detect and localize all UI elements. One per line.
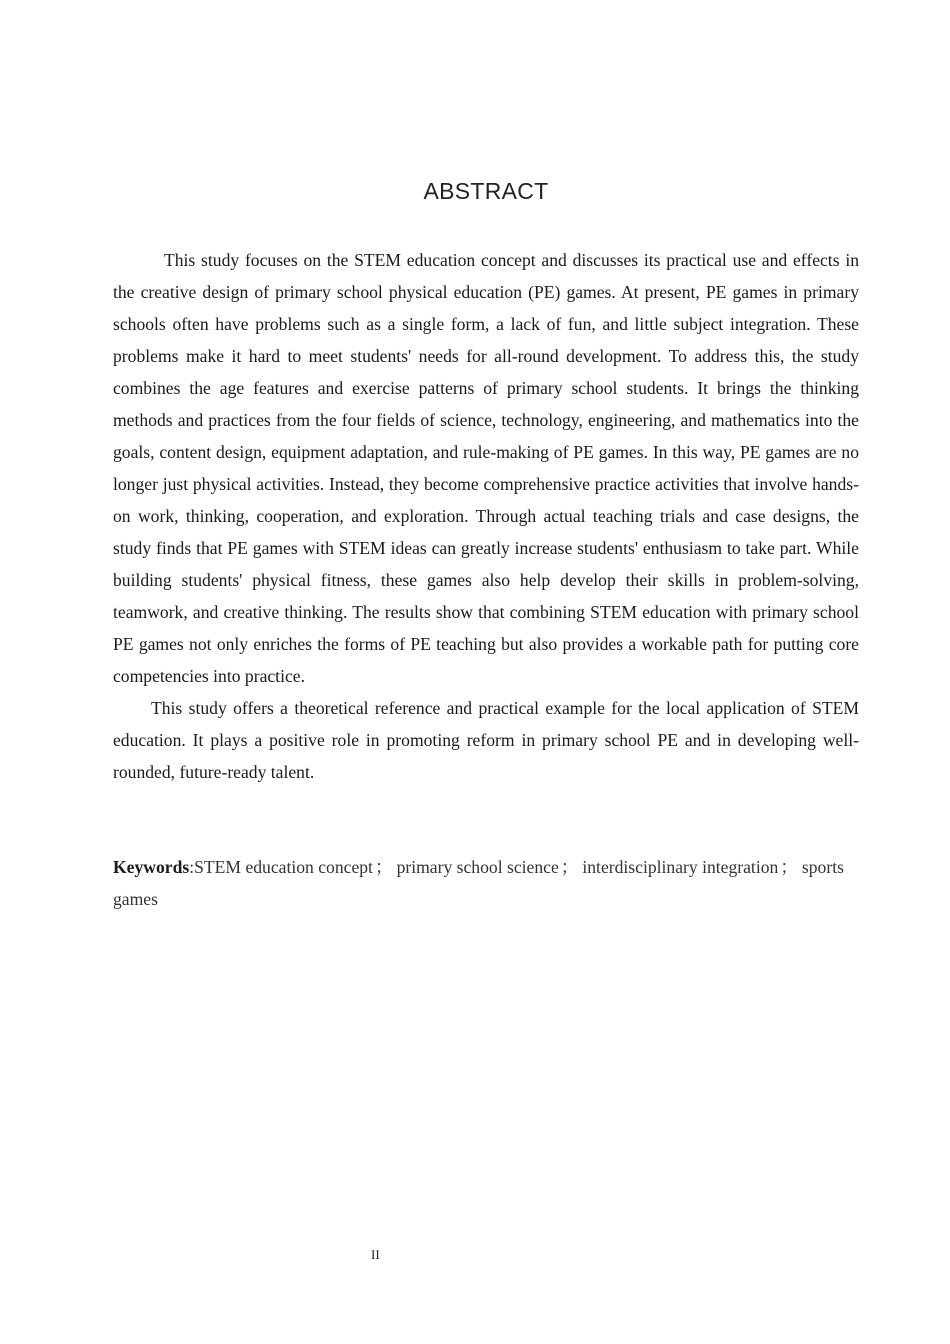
keyword-separator: ；	[560, 857, 579, 877]
keywords-section	[113, 851, 859, 915]
keyword-item: interdisciplinary integration	[582, 857, 779, 877]
keyword-separator: ；	[374, 857, 393, 877]
keyword-item: STEM education concept	[194, 857, 373, 877]
keyword-item: sports games	[113, 857, 844, 909]
keyword-separator: ；	[780, 857, 798, 877]
keyword-item: primary school science	[396, 857, 559, 877]
abstract-body	[113, 244, 859, 788]
page-number: II	[371, 1247, 380, 1262]
abstract-paragraph: This study focuses on the STEM education concept and discusses its practical use and effects in the creative design of primary school physical education (PE) games. At present, PE games in primary schools often have problems such as a single form, a lack of fun, and little subject integration. These problems make it hard to meet students' needs for all-round development. To address this, the study combines the age features and exercise patterns of primary school students. It brings the thinking methods and practices from the four fields of science, technology, engineering, and mathematics into the goals, content design, equipment adaptation, and rule-making of PE games. In this way, PE games are no longer just physical activities. Instead, they become comprehensive practice activities that involve hands-on work, thinking, cooperation, and exploration. Through actual teaching trials and case designs, the study finds that PE games with STEM ideas can greatly increase students' enthusiasm to take part. While building students' physical fitness, these games also help develop their skills in problem-solving, teamwork, and creative thinking. The results show that combining STEM education with primary school PE games not only enriches the forms of PE teaching but also provides a workable path for putting core competencies into practice.	[113, 250, 859, 686]
keywords-label: Keywords	[113, 857, 190, 877]
page-title: ABSTRACT	[423, 178, 549, 204]
keywords-colon: :	[189, 857, 195, 877]
abstract-paragraph: This study offers a theoretical reference and practical example for the local application of STEM education. It plays a positive role in promoting reform in primary school PE and in developing well-rounded, future-ready talent.	[113, 698, 859, 782]
